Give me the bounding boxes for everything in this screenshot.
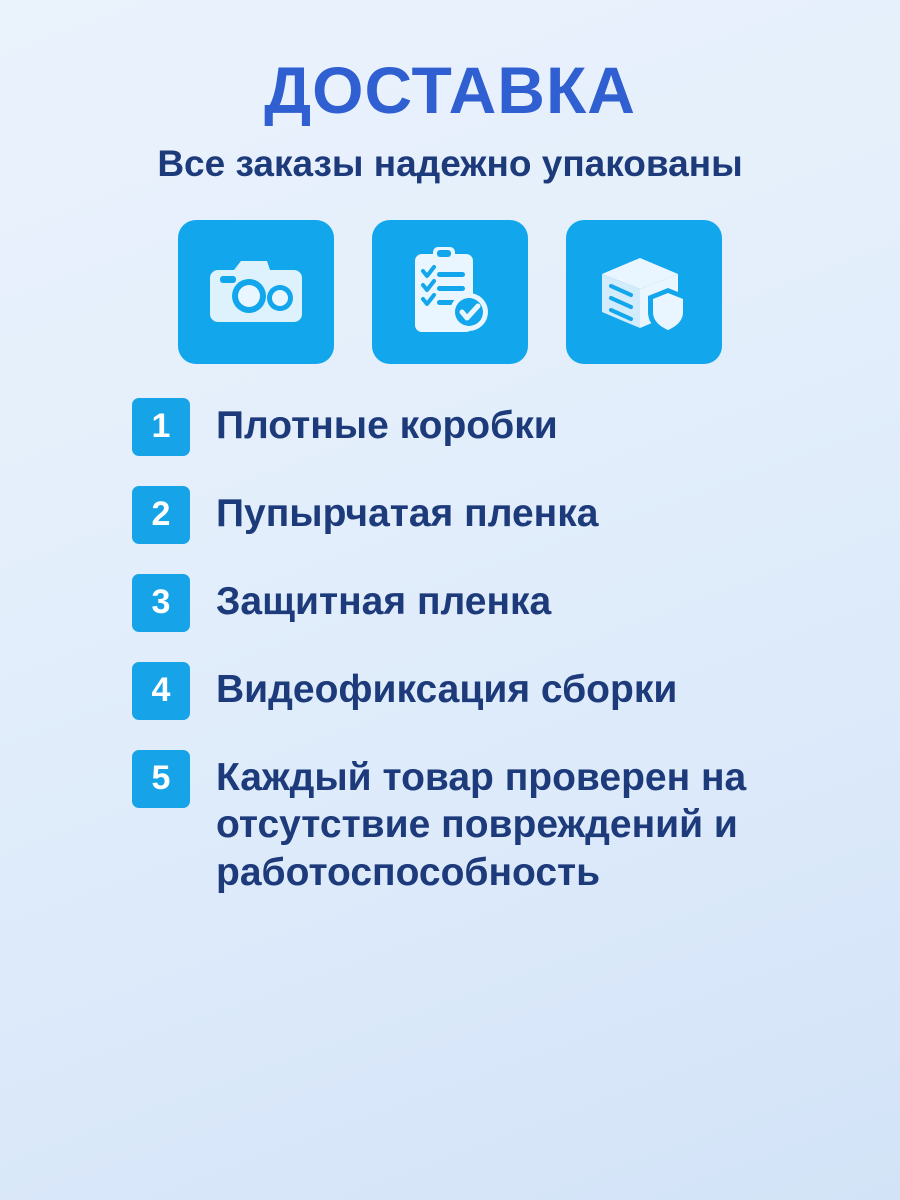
step-label: Защитная пленка [216,579,552,623]
protected-box-icon [594,248,694,336]
step-number-badge: 2 [132,486,190,544]
packaging-steps-list [70,398,830,897]
checklist-approved-icon-tile [372,220,528,364]
step-label: Плотные коробки [216,403,558,447]
step-label: Каждый товар проверен на отсутствие повреждений и работоспособность [216,755,747,894]
page-subtitle: Все заказы надежно упакованы [157,143,743,185]
protected-box-icon-tile [566,220,722,364]
list-item [132,398,830,456]
page-title: ДОСТАВКА [264,53,636,127]
camera-icon [208,252,304,332]
checklist-approved-icon [407,244,493,340]
list-item [132,750,830,897]
step-number-badge: 4 [132,662,190,720]
step-number-badge: 1 [132,398,190,456]
step-number-badge: 3 [132,574,190,632]
list-item [132,574,830,632]
step-label: Пупырчатая пленка [216,491,599,535]
step-number-badge: 5 [132,750,190,808]
camera-icon-tile [178,220,334,364]
icon-row [178,220,722,364]
step-label: Видеофиксация сборки [216,667,678,711]
list-item [132,486,830,544]
list-item [132,662,830,720]
